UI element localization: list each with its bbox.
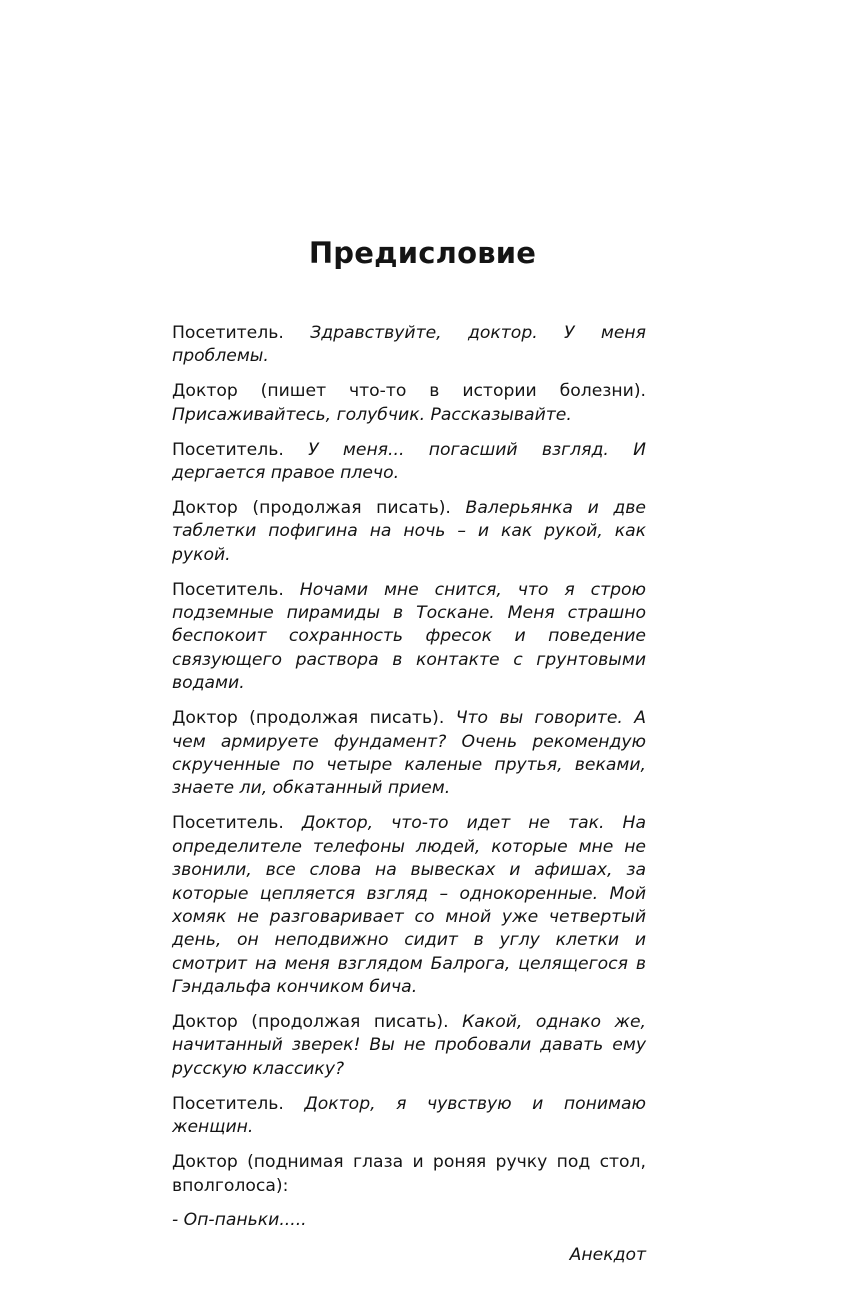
preface-body — [172, 322, 646, 1279]
page-title: Предисловие — [308, 236, 537, 270]
dialogue-line — [172, 1209, 646, 1232]
dialogue-line — [172, 380, 646, 427]
speaker-label: Посетитель. — [172, 1093, 284, 1114]
speech-text: Валерьянка и две таблетки пофигина на ночь – и как рукой, как рукой. — [172, 497, 647, 565]
dialogue-line — [172, 1151, 646, 1198]
speech-text: Присаживайтесь, голубчик. Рассказывайте. — [172, 404, 572, 425]
dialogue-line — [172, 322, 646, 369]
dialogue-line — [172, 707, 646, 801]
speech-text: Что вы говорите. А чем армируете фундамент? Очень рекомендую скрученные по четыре каленые прутья, веками, знаете ли, обкатанный прием. — [172, 708, 646, 799]
speaker-label: Посетитель. — [172, 439, 284, 460]
dialogue-line — [172, 497, 646, 567]
speaker-label: Посетитель. — [172, 813, 284, 834]
dialogue-line — [172, 439, 646, 486]
speaker-label: Доктор — [172, 1012, 238, 1033]
stage-direction: (поднимая глаза и роняя ручку под стол, вполголоса): — [172, 1152, 646, 1196]
stage-direction: (продолжая писать). — [249, 708, 445, 729]
stage-direction: (продолжая писать). — [251, 1012, 449, 1033]
speech-text: Доктор, я чувствую и понимаю женщин. — [172, 1093, 646, 1138]
dialogue-line — [172, 579, 646, 696]
speaker-label: Доктор — [172, 708, 238, 729]
speech-text: Доктор, что-то идет не так. На определителе телефоны людей, которые мне не звонили, все слова на вывесках и афишах, за которые цепляется взгляд – однокоренные. Мой хомяк не разговаривает со мной уже четвертый день, он неподвижно сидит в углу клетки и смотрит на меня взглядом Балрога, целящегося в Гэндальфа кончиком бича. — [172, 813, 646, 998]
speech-text: Здравствуйте, доктор. У меня проблемы. — [172, 323, 647, 367]
stage-direction: (пишет что-то в истории болезни). — [260, 381, 646, 402]
dialogue-line — [172, 1093, 646, 1140]
speech-text: - Оп-паньки..... — [172, 1210, 307, 1231]
dialogue-line — [172, 1011, 646, 1081]
speaker-label: Посетитель. — [172, 323, 284, 343]
speech-text: Какой, однако же, начитанный зверек! Вы не пробовали давать ему русскую классику? — [172, 1012, 646, 1079]
speech-text: Ночами мне снится, что я строю подземные пирамиды в Тоскане. Меня страшно беспокоит сохранность фресок и поведение связующего раствора в контакте с грунтовыми водами. — [172, 579, 647, 694]
speaker-label: Доктор — [172, 381, 238, 402]
speaker-label: Доктор — [172, 1152, 238, 1173]
speaker-label: Посетитель. — [172, 579, 284, 600]
speech-text: У меня... погасший взгляд. И дергается правое плечо. — [172, 439, 646, 484]
stage-direction: (продолжая писать). — [252, 497, 451, 518]
speaker-label: Доктор — [172, 497, 238, 518]
attribution: Анекдот — [569, 1245, 646, 1266]
dialogue-line — [172, 812, 646, 999]
